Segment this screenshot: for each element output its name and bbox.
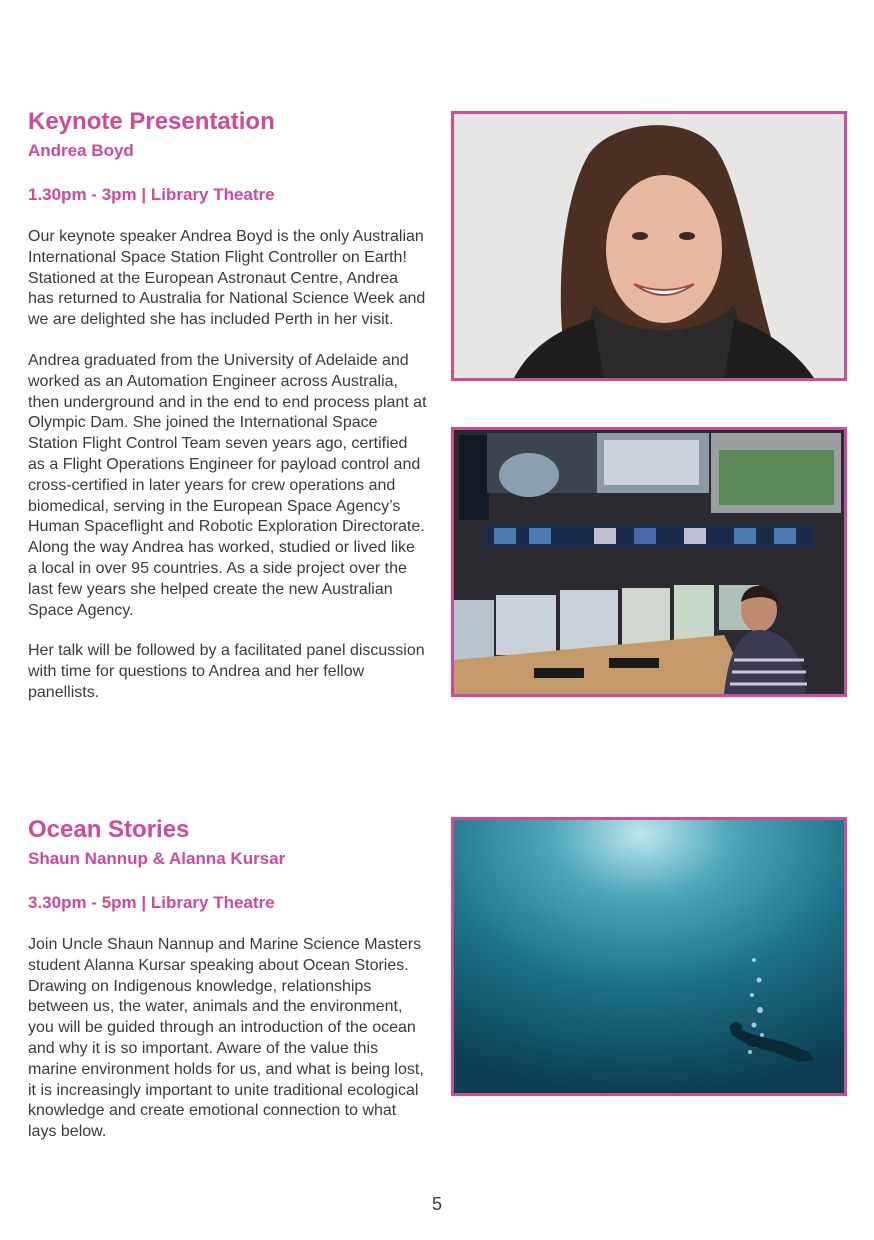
portrait-photo xyxy=(451,111,847,381)
keynote-section xyxy=(28,108,428,704)
keynote-title: Keynote Presentation xyxy=(28,108,275,135)
control-room-image xyxy=(454,430,844,694)
ocean-image xyxy=(454,820,844,1093)
ocean-title: Ocean Stories xyxy=(28,816,190,843)
ocean-section xyxy=(28,816,428,1143)
control-room-photo xyxy=(451,427,847,697)
ocean-speakers: Shaun Nannup & Alanna Kursar xyxy=(28,849,286,868)
ocean-photo xyxy=(451,817,847,1096)
page-number: 5 xyxy=(431,1194,442,1214)
ocean-paragraph-1: Join Uncle Shaun Nannup and Marine Science Masters student Alanna Kursar speaking about Ocean Stories. Drawing on Indigenous knowledge, relationships between us, the water, animals and the environment, you will be guided through an introduction of the ocean and why it is so important. Aware of the value this marine environment holds for us, and what is being lost, it is increasingly important to unite traditional ecological knowledge and create emotional connection to what lays below. xyxy=(28,936,424,1141)
portrait-image xyxy=(454,114,844,378)
keynote-paragraph-2: Andrea graduated from the University of Adelaide and worked as an Automation Engineer across Australia, then underground and in the end to end process plant at Olympic Dam. She joined the International Space Station Flight Control Team seven years ago, certified as a Flight Operations Engineer for payload control and cross-certified in later years for crew operations and biomedical, serving in the European Space Agency’s Human Spaceflight and Robotic Exploration Directorate. Along the way Andrea has worked, studied or lived like a local in over 95 countries. As a side project over the last few years she helped create the new Australian Space Agency. xyxy=(28,351,427,619)
ocean-time: 3.30pm - 5pm | Library Theatre xyxy=(28,893,275,912)
keynote-paragraph-3: Her talk will be followed by a facilitated panel discussion with time for questions to Andrea and her fellow panellists. xyxy=(28,642,425,701)
keynote-paragraph-1: Our keynote speaker Andrea Boyd is the only Australian International Space Station Flight Controller on Earth! Stationed at the European Astronaut Centre, Andrea has returned to Australia for National Science Week and we are delighted she has included Perth in her visit. xyxy=(28,228,426,329)
keynote-speaker: Andrea Boyd xyxy=(28,141,134,160)
keynote-time: 1.30pm - 3pm | Library Theatre xyxy=(28,185,275,204)
